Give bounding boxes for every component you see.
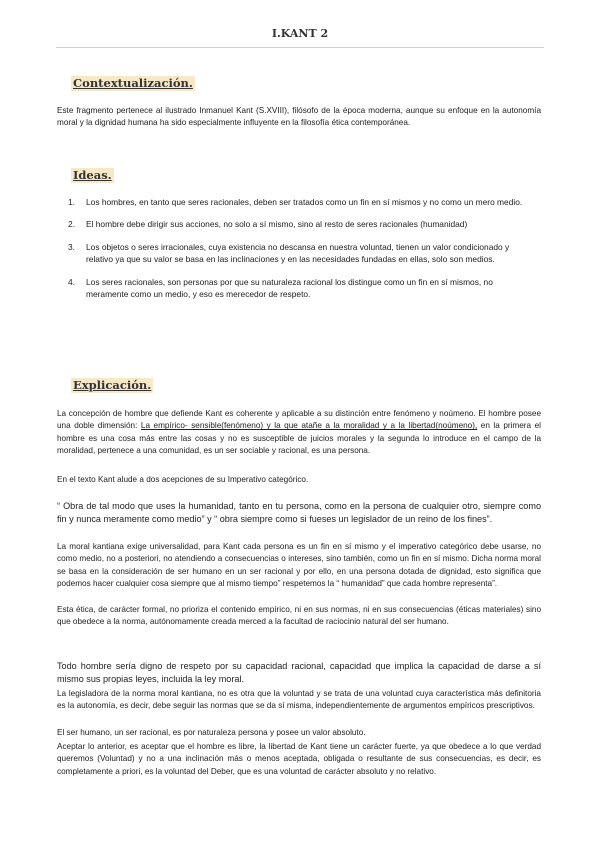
title-divider — [56, 47, 544, 48]
list-item-number: 4. — [68, 276, 75, 287]
list-item-text: El hombre debe dirigir sus acciones, no solo a sí mismo, sino al resto de seres racionales (humanidad) — [86, 219, 468, 230]
paragraph-text: en la primera el hombre es una cosa más entre las cosas y no es susceptible de juicios morales y la segunda lo introduce en el campo de la moralidad, pertenece a una comunidad, es un ser sociable y racional, es una persona. — [57, 421, 541, 456]
list-item-number: 2. — [68, 219, 75, 230]
explicacion-paragraph-1 — [57, 408, 541, 458]
underlined-text: La empírico- sensible(fenómeno) y la que atañe a la moralidad y a la libertad(noúmeno), — [140, 421, 478, 431]
contextualizacion-text: Este fragmento pertenece al ilustrado Inmanuel Kant (S.XVIII), filósofo de la época moderna, aunque su enfoque en la autonomía moral y la dignidad humana ha sido especialmente influyente en la filosofía ética contemporánea. — [57, 106, 541, 128]
list-item-text: Los objetos o seres irracionales, cuya existencia no descansa en nuestra voluntad, tienen un valor condicionado y relativo ya que su valor se basa en las inclinaciones y en las necesidades fundadas en ellas, solo son medios. — [86, 241, 510, 265]
explicacion-paragraph-5: La legisladora de la norma moral kantiana, no es otra que la voluntad y se trata de una voluntad cuya característica más definitoria es la autonomía, es decir, debe seguir las normas que se da sí misma, independientemente de argumentos empíricos prescriptivos. — [57, 689, 541, 711]
list-item — [64, 241, 534, 266]
explicacion-paragraph-3: Esta ética, de carácter formal, no prioriza el contenido empírico, ni en sus normas, ni en sus consecuencias (éticas materiales) sino que obedece a la norma, autónomamente creada merced a la facultad de raciocinio natural del ser humano. — [57, 605, 541, 627]
list-item — [64, 276, 534, 301]
explicacion-paragraph-4: Todo hombre sería digno de respeto por su capacidad racional, capacidad que implica la capacidad de darse a sí mismo sus propias leyes, incluida la ley moral. — [57, 661, 541, 685]
explicacion-paragraph-7: Aceptar lo anterior, es aceptar que el hombre es libre, la libertad de Kant tiene un carácter fuerte, ya que obedece a lo que verdad queremos (Voluntad) y no a una inclinación más o menos aceptada, obligada o resultante de sus consecuencias, es decir, es completamente a priori, es la voluntad del Deber, que es una voluntad de carácter absoluto y no relativo. — [57, 742, 541, 776]
explicacion-paragraph-2: La moral kantiana exige universalidad, para Kant cada persona es un fin en sí mismo y el imperativo categórico debe usarse, no como medio, no a posteriori, no atendiendo a consecuencias o intereses, sino también, como un fin en sí mismo. Dicha norma moral se basa en la consideración de ser humano en un ser racional y por ello, en una persona dotada de dignidad, esto significa que podemos hacer cualquier cosa siempre que al mismo tiempo” respetemos la “ humanidad” que cada hombre representa”. — [57, 542, 541, 589]
list-item-number: 3. — [68, 241, 75, 252]
list-item — [64, 218, 534, 230]
imperative-quote: “ Obra de tal modo que uses la humanidad, tanto en tu persona, como en la persona de cualquier otro, siempre como fin y nunca meramente como medio” y “ obra siempre como si fueses un legislador de un reino de los fines”. — [57, 501, 541, 525]
list-item-text: Los hombres, en tanto que seres racionales, deben ser tratados como un fin en sí mismos y no como un mero medio. — [86, 197, 523, 207]
paragraph-text: La concepción de hombre que defiende Kant es coherente y aplicable a su distinción entre fenómeno y noúmeno. El hombre posee una doble dimensión: — [57, 409, 541, 431]
document-title: I.KANT 2 — [271, 27, 329, 40]
explicacion-paragraph-1b: En el texto Kant alude a dos acepciones de su Imperativo categórico. — [57, 475, 309, 484]
list-item-text: Los seres racionales, son personas por que su naturaleza racional los distingue como un fin en sí mismos, no meramente como un medio, y eso es merecedor de respeto. — [86, 276, 493, 300]
heading-explicacion: Explicación. — [73, 378, 152, 392]
list-item-number: 1. — [68, 197, 75, 207]
heading-ideas: Ideas. — [73, 168, 112, 182]
list-item — [64, 196, 534, 208]
heading-contextualizacion: Contextualización. — [73, 76, 193, 90]
explicacion-paragraph-6: El ser humano, un ser racional, es por naturaleza persona y posee un valor absoluto. — [57, 728, 366, 737]
ideas-list — [64, 196, 534, 310]
